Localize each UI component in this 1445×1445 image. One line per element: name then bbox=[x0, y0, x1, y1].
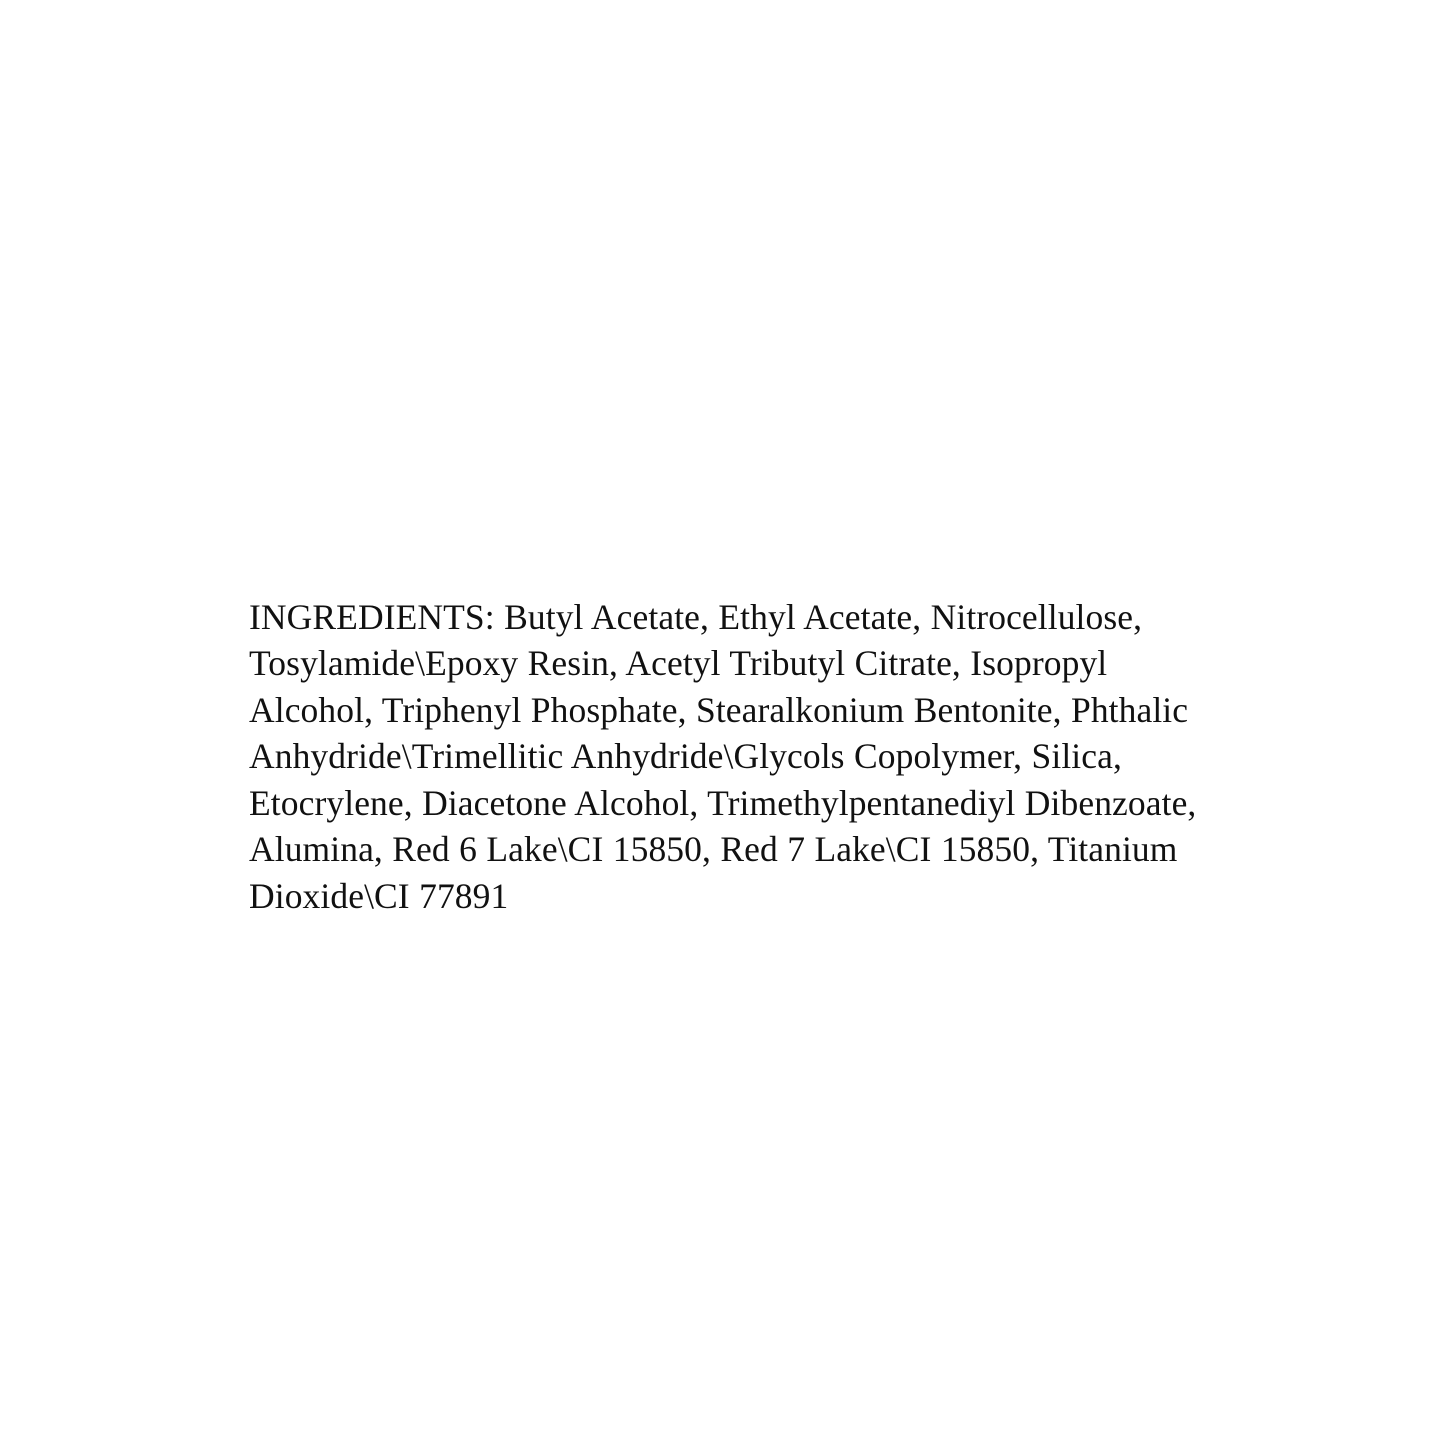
ingredients-text: INGREDIENTS: Butyl Acetate, Ethyl Acetate, Nitrocellulose, Tosylamide\Epoxy Resin, Acetyl Tributyl Citrate, Isopropyl Alcohol, Triphenyl Phosphate, Stearalkonium Bentonite, Phthalic Anhydride\Trimellitic Anhydride\Glycols Copolymer, Silica, Etocrylene, Diacetone Alcohol, Trimethylpentanediyl Dibenzoate, Alumina, Red 6 Lake\CI 15850, Red 7 Lake\CI 15850, Titanium Dioxide\CI 77891 bbox=[249, 596, 1197, 916]
ingredients-panel bbox=[249, 558, 1229, 955]
